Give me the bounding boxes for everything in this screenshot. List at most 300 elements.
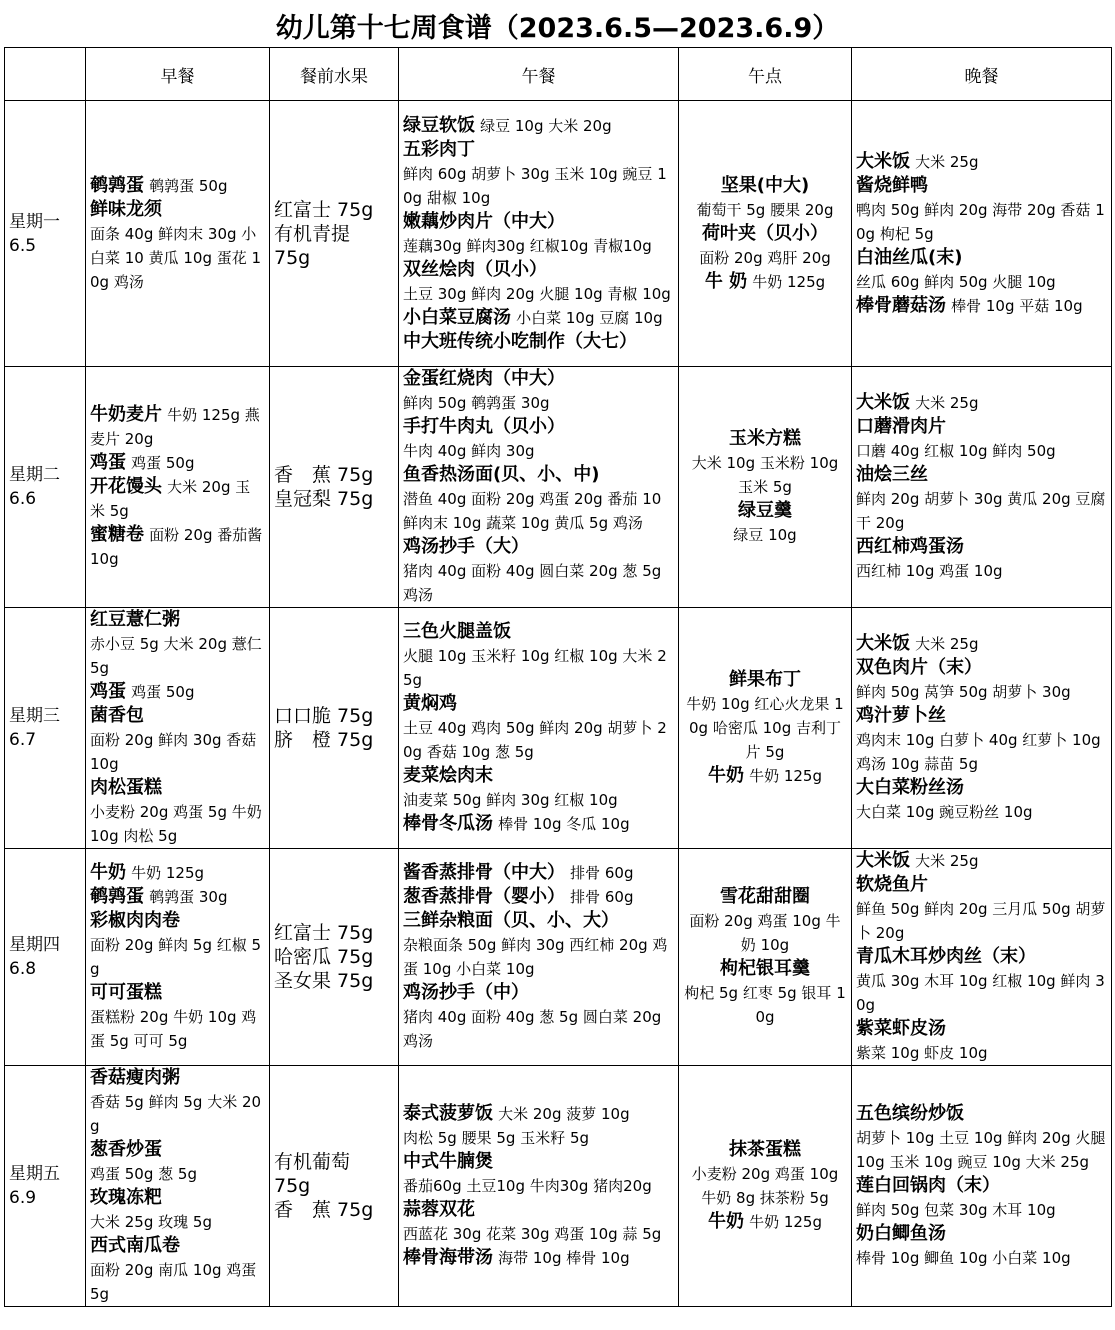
dish-name: 肉松蛋糕 bbox=[90, 777, 162, 798]
menu-line bbox=[403, 306, 674, 330]
dish-name: 鲜果布丁 bbox=[729, 669, 801, 690]
menu-line bbox=[403, 861, 674, 885]
header-row bbox=[5, 48, 1112, 101]
menu-line bbox=[683, 692, 847, 764]
menu-line bbox=[403, 644, 674, 692]
dish-name: 酱烧鲜鸭 bbox=[856, 174, 928, 196]
ingredients: 黄瓜 30g 木耳 10g 红椒 10g 鲜肉 30g bbox=[856, 972, 1105, 1014]
menu-line bbox=[403, 1005, 674, 1053]
menu-line bbox=[403, 162, 674, 210]
weekday-label: 星期二 bbox=[9, 465, 60, 485]
dinner-cell bbox=[852, 101, 1112, 367]
fruit-text: 红富士 75g 有机青提 75g bbox=[274, 198, 374, 269]
dish-name: 葱香炒蛋 bbox=[90, 1139, 162, 1160]
menu-line bbox=[683, 957, 847, 981]
menu-line bbox=[856, 1102, 1107, 1126]
menu-line bbox=[90, 909, 265, 933]
date-label: 6.8 bbox=[9, 959, 37, 979]
dish-name: 油烩三丝 bbox=[856, 464, 928, 485]
ingredients: 棒骨 10g 平菇 10g bbox=[951, 296, 1083, 315]
menu-line bbox=[90, 1090, 265, 1138]
dish-name: 牛 奶 bbox=[704, 270, 748, 292]
menu-line bbox=[683, 198, 847, 222]
ingredients: 枸杞 5g 红枣 5g 银耳 10g bbox=[684, 984, 846, 1026]
dish-name: 抹茶蛋糕 bbox=[729, 1139, 801, 1160]
header-lunch: 午餐 bbox=[399, 48, 679, 101]
date-label: 6.6 bbox=[9, 489, 37, 509]
ingredients: 海带 10g 棒骨 10g bbox=[498, 1249, 630, 1267]
ingredients: 大米 25g bbox=[915, 152, 979, 171]
ingredients: 鸭肉 50g 鲜肉 20g 海带 20g 香菇 10g 枸杞 5g bbox=[856, 200, 1105, 243]
ingredients: 牛奶 125g 燕麦片 20g bbox=[90, 406, 260, 448]
menu-line bbox=[856, 1198, 1107, 1222]
dish-name: 雪花甜甜圈 bbox=[720, 886, 810, 907]
breakfast-cell bbox=[86, 849, 270, 1066]
dish-name: 西式南瓜卷 bbox=[90, 1235, 180, 1256]
menu-line bbox=[90, 1066, 265, 1090]
ingredients: 绿豆 10g bbox=[733, 526, 797, 544]
ingredients: 口蘑 40g 红椒 10g 鲜肉 50g bbox=[856, 442, 1056, 460]
dish-name: 中式牛腩煲 bbox=[403, 1151, 493, 1172]
ingredients: 牛奶 125g bbox=[752, 272, 826, 291]
ingredients: 火腿 10g 玉米籽 10g 红椒 10g 大米 25g bbox=[403, 647, 667, 689]
menu-line bbox=[403, 1198, 674, 1222]
dish-name: 牛奶 bbox=[707, 1211, 744, 1232]
dish-name: 青瓜木耳炒肉丝（末） bbox=[856, 946, 1036, 967]
dish-name: 大米饭 bbox=[856, 633, 910, 654]
menu-line bbox=[90, 680, 265, 704]
menu-line bbox=[90, 933, 265, 981]
ingredients: 大米 25g bbox=[915, 635, 979, 653]
dish-name: 鸡汁萝卜丝 bbox=[856, 705, 946, 726]
menu-line bbox=[403, 909, 674, 933]
menu-line bbox=[856, 391, 1107, 415]
menu-line bbox=[856, 1017, 1107, 1041]
menu-line bbox=[856, 873, 1107, 897]
menu-line bbox=[403, 391, 674, 415]
menu-line bbox=[90, 981, 265, 1005]
menu-line bbox=[856, 776, 1107, 800]
dish-name: 彩椒肉肉卷 bbox=[90, 910, 180, 931]
menu-line bbox=[90, 1138, 265, 1162]
breakfast-cell bbox=[86, 367, 270, 608]
menu-line bbox=[683, 1210, 847, 1234]
menu-line bbox=[90, 1210, 265, 1234]
ingredients: 鸡蛋 50g bbox=[131, 454, 195, 472]
ingredients: 鸡肉末 10g 白萝卜 40g 红萝卜 10g 鸡汤 10g 蒜苗 5g bbox=[856, 731, 1101, 773]
ingredients: 面粉 20g 南瓜 10g 鸡蛋 5g bbox=[90, 1261, 257, 1303]
menu-line bbox=[683, 1138, 847, 1162]
menu-line bbox=[403, 812, 674, 836]
dish-name: 三色火腿盖饭 bbox=[403, 621, 511, 642]
dish-name: 玫瑰冻粑 bbox=[90, 1187, 162, 1208]
menu-line bbox=[90, 608, 265, 632]
dish-name: 鸡蛋 bbox=[90, 452, 126, 473]
menu-line bbox=[403, 415, 674, 439]
snack-cell bbox=[679, 101, 852, 367]
dish-name: 鸡蛋 bbox=[90, 681, 126, 702]
menu-line bbox=[90, 885, 265, 909]
menu-line bbox=[683, 246, 847, 270]
dinner-cell bbox=[852, 367, 1112, 608]
menu-line bbox=[403, 692, 674, 716]
menu-line bbox=[856, 632, 1107, 656]
ingredients: 鹌鹑蛋 50g bbox=[149, 176, 228, 195]
menu-line bbox=[856, 439, 1107, 463]
dish-name: 红豆薏仁粥 bbox=[90, 609, 180, 630]
dish-name: 棒骨海带汤 bbox=[403, 1247, 493, 1268]
menu-line bbox=[403, 885, 674, 909]
dish-name: 黄焖鸡 bbox=[403, 693, 457, 714]
menu-line bbox=[403, 114, 674, 138]
menu-line bbox=[403, 282, 674, 306]
menu-line bbox=[856, 849, 1107, 873]
menu-line bbox=[683, 909, 847, 957]
dish-name: 棒骨蘑菇汤 bbox=[856, 294, 946, 316]
ingredients: 排骨 60g bbox=[570, 888, 634, 906]
ingredients: 大米 25g 玫瑰 5g bbox=[90, 1213, 212, 1231]
menu-line bbox=[90, 1186, 265, 1210]
ingredients: 牛奶 125g bbox=[749, 767, 822, 785]
menu-line bbox=[90, 475, 265, 523]
menu-line bbox=[683, 222, 847, 246]
menu-line bbox=[90, 728, 265, 776]
lunch-cell bbox=[399, 1066, 679, 1307]
date-label: 6.9 bbox=[9, 1188, 37, 1208]
menu-line bbox=[90, 451, 265, 475]
menu-line bbox=[683, 523, 847, 547]
fruit-cell bbox=[270, 608, 399, 849]
menu-line bbox=[683, 174, 847, 198]
ingredients: 鲜肉 50g 鹌鹑蛋 30g bbox=[403, 394, 550, 412]
dish-name: 白油丝瓜(末) bbox=[856, 246, 963, 268]
ingredients: 鸡蛋 50g bbox=[131, 683, 195, 701]
ingredients: 小麦粉 20g 鸡蛋 5g 牛奶 10g 肉松 5g bbox=[90, 803, 262, 845]
menu-line bbox=[856, 945, 1107, 969]
menu-line bbox=[90, 1258, 265, 1306]
menu-line bbox=[403, 1102, 674, 1126]
ingredients: 大米 20g 玉米 5g bbox=[90, 478, 251, 520]
ingredients: 棒骨 10g 冬瓜 10g bbox=[498, 815, 630, 833]
dish-name: 枸杞银耳羹 bbox=[720, 958, 810, 979]
weekday-label: 星期三 bbox=[9, 706, 60, 726]
fruit-cell bbox=[270, 849, 399, 1066]
snack-cell bbox=[679, 849, 852, 1066]
ingredients: 鲜肉 50g 莴笋 50g 胡萝卜 30g bbox=[856, 683, 1071, 701]
ingredients: 猪肉 40g 面粉 40g 葱 5g 圆白菜 20g 鸡汤 bbox=[403, 1008, 662, 1050]
ingredients: 大白菜 10g 豌豆粉丝 10g bbox=[856, 803, 1033, 821]
dish-name: 泰式菠萝饭 bbox=[403, 1103, 493, 1124]
dish-name: 鸡汤抄手（大） bbox=[403, 536, 529, 557]
dish-name: 荷叶夹（贝小） bbox=[702, 222, 828, 244]
dish-name: 鱼香热汤面(贝、小、中) bbox=[403, 464, 600, 485]
day-row bbox=[5, 1066, 1112, 1307]
ingredients: 面粉 20g 鲜肉 30g 香菇 10g bbox=[90, 731, 257, 773]
menu-line bbox=[856, 656, 1107, 680]
page-title: 幼儿第十七周食谱（2023.6.5—2023.6.9） bbox=[275, 13, 840, 44]
date-label: 6.7 bbox=[9, 730, 37, 750]
header-breakfast: 早餐 bbox=[86, 48, 270, 101]
menu-line bbox=[403, 788, 674, 812]
weekday-label: 星期一 bbox=[9, 211, 60, 232]
menu-line bbox=[403, 535, 674, 559]
menu-line bbox=[856, 559, 1107, 583]
menu-line bbox=[403, 463, 674, 487]
ingredients: 牛奶 10g 红心火龙果 10g 哈密瓜 10g 吉利丁片 5g bbox=[686, 695, 844, 761]
ingredients: 绿豆 10g 大米 20g bbox=[480, 116, 612, 135]
menu-line bbox=[856, 704, 1107, 728]
ingredients: 牛奶 125g bbox=[131, 864, 205, 882]
day-row bbox=[5, 608, 1112, 849]
fruit-text: 香 蕉 75g 皇冠梨 75g bbox=[274, 464, 374, 510]
ingredients: 大米 25g bbox=[915, 852, 979, 870]
ingredients: 鲜肉 50g 包菜 30g 木耳 10g bbox=[856, 1201, 1056, 1219]
ingredients: 鲜肉 60g 胡萝卜 30g 玉米 10g 豌豆 10g 甜椒 10g bbox=[403, 164, 667, 207]
header-snack: 午点 bbox=[679, 48, 852, 101]
dish-name: 大米饭 bbox=[856, 850, 910, 871]
ingredients: 葡萄干 5g 腰果 20g bbox=[696, 200, 834, 219]
dish-name: 鹌鹑蛋 bbox=[90, 886, 144, 907]
dish-name: 可可蛋糕 bbox=[90, 982, 162, 1003]
dish-name: 棒骨冬瓜汤 bbox=[403, 813, 493, 834]
dish-name: 口蘑滑肉片 bbox=[856, 416, 946, 437]
day-row bbox=[5, 101, 1112, 367]
menu-line bbox=[856, 198, 1107, 246]
day-cell bbox=[5, 1066, 86, 1307]
ingredients: 猪肉 40g 面粉 40g 圆白菜 20g 葱 5g 鸡汤 bbox=[403, 562, 662, 604]
dish-name: 牛奶麦片 bbox=[90, 404, 162, 425]
menu-line bbox=[856, 728, 1107, 776]
menu-line bbox=[856, 270, 1107, 294]
dish-name: 西红柿鸡蛋汤 bbox=[856, 536, 964, 557]
menu-line bbox=[856, 1126, 1107, 1174]
fruit-cell bbox=[270, 101, 399, 367]
ingredients: 土豆 40g 鸡肉 50g 鲜肉 20g 胡萝卜 20g 香菇 10g 葱 5g bbox=[403, 719, 667, 761]
ingredients: 油麦菜 50g 鲜肉 30g 红椒 10g bbox=[403, 791, 618, 809]
day-cell bbox=[5, 101, 86, 367]
ingredients: 小白菜 10g 豆腐 10g bbox=[516, 308, 663, 327]
fruit-cell bbox=[270, 367, 399, 608]
menu-line bbox=[403, 258, 674, 282]
ingredients: 土豆 30g 鲜肉 20g 火腿 10g 青椒 10g bbox=[403, 284, 671, 303]
weekday-label: 星期四 bbox=[9, 935, 60, 955]
dish-name: 大米饭 bbox=[856, 392, 910, 413]
menu-line bbox=[90, 222, 265, 294]
weekday-label: 星期五 bbox=[9, 1164, 60, 1184]
menu-line bbox=[683, 885, 847, 909]
ingredients: 面粉 20g 鸡肝 20g bbox=[699, 248, 831, 267]
lunch-cell bbox=[399, 608, 679, 849]
dish-name: 玉米方糕 bbox=[729, 428, 801, 449]
dish-name: 鸡汤抄手（中） bbox=[403, 982, 529, 1003]
ingredients: 潜鱼 40g 面粉 20g 鸡蛋 20g 番茄 10 鲜肉末 10g 蔬菜 10g 黄瓜 5g 鸡汤 bbox=[403, 490, 662, 532]
menu-line bbox=[683, 499, 847, 523]
dish-name: 双色肉片（末） bbox=[856, 657, 982, 678]
dish-name: 软烧鱼片 bbox=[856, 874, 928, 895]
dish-name: 蒜蓉双花 bbox=[403, 1199, 475, 1220]
menu-line bbox=[856, 969, 1107, 1017]
ingredients: 赤小豆 5g 大米 20g 薏仁 5g bbox=[90, 635, 262, 677]
ingredients: 鲜肉 20g 胡萝卜 30g 黄瓜 20g 豆腐干 20g bbox=[856, 490, 1106, 532]
day-cell bbox=[5, 367, 86, 608]
lunch-cell bbox=[399, 367, 679, 608]
ingredients: 大米 20g 菠萝 10g bbox=[498, 1105, 630, 1123]
ingredients: 杂粮面条 50g 鲜肉 30g 西红柿 20g 鸡蛋 10g 小白菜 10g bbox=[403, 936, 668, 978]
menu-line bbox=[683, 981, 847, 1029]
menu-line bbox=[403, 1126, 674, 1150]
menu-line bbox=[856, 246, 1107, 270]
ingredients: 紫菜 10g 虾皮 10g bbox=[856, 1044, 988, 1062]
menu-line bbox=[90, 174, 265, 198]
menu-line bbox=[403, 330, 674, 354]
dish-name: 三鲜杂粮面（贝、小、大） bbox=[403, 910, 619, 931]
dish-name: 奶白鲫鱼汤 bbox=[856, 1223, 946, 1244]
ingredients: 蛋糕粉 20g 牛奶 10g 鸡蛋 5g 可可 5g bbox=[90, 1008, 257, 1050]
menu-line bbox=[683, 270, 847, 294]
day-row bbox=[5, 849, 1112, 1066]
dish-name: 大白菜粉丝汤 bbox=[856, 777, 964, 798]
menu-line bbox=[90, 1234, 265, 1258]
dish-name: 牛奶 bbox=[707, 765, 744, 786]
header-corner bbox=[5, 48, 86, 101]
dinner-cell bbox=[852, 608, 1112, 849]
ingredients: 番茄60g 土豆10g 牛肉30g 猪肉20g bbox=[403, 1177, 652, 1195]
breakfast-cell bbox=[86, 101, 270, 367]
menu-line bbox=[403, 1174, 674, 1198]
dish-name: 绿豆软饭 bbox=[403, 114, 475, 136]
dish-name: 大米饭 bbox=[856, 150, 910, 172]
menu-line bbox=[683, 451, 847, 499]
dish-name: 手打牛肉丸（贝小） bbox=[403, 416, 565, 437]
menu-line bbox=[403, 210, 674, 234]
menu-table bbox=[4, 47, 1112, 1307]
ingredients: 鲜鱼 50g 鲜肉 20g 三月瓜 50g 胡萝卜 20g bbox=[856, 900, 1106, 942]
menu-line bbox=[683, 764, 847, 788]
dish-name: 坚果(中大) bbox=[720, 174, 810, 196]
dish-name: 紫菜虾皮汤 bbox=[856, 1018, 946, 1039]
breakfast-cell bbox=[86, 608, 270, 849]
menu-line bbox=[856, 680, 1107, 704]
dish-name: 鲜味龙须 bbox=[90, 198, 162, 220]
dinner-cell bbox=[852, 849, 1112, 1066]
dish-name: 蜜糖卷 bbox=[90, 524, 144, 545]
header-dinner: 晚餐 bbox=[852, 48, 1112, 101]
menu-line bbox=[856, 1246, 1107, 1270]
ingredients: 排骨 60g bbox=[570, 864, 634, 882]
menu-line bbox=[403, 234, 674, 258]
date-label: 6.5 bbox=[9, 235, 37, 256]
menu-line bbox=[90, 776, 265, 800]
menu-line bbox=[90, 632, 265, 680]
menu-line bbox=[403, 1222, 674, 1246]
ingredients: 大米 10g 玉米粉 10g 玉米 5g bbox=[691, 454, 839, 496]
breakfast-cell bbox=[86, 1066, 270, 1307]
ingredients: 小麦粉 20g 鸡蛋 10g 牛奶 8g 抹茶粉 5g bbox=[691, 1165, 839, 1207]
dish-name: 五彩肉丁 bbox=[403, 138, 475, 160]
menu-line bbox=[683, 1162, 847, 1210]
menu-line bbox=[90, 1005, 265, 1053]
menu-line bbox=[90, 198, 265, 222]
ingredients: 面粉 20g 鲜肉 5g 红椒 5g bbox=[90, 936, 262, 978]
menu-line bbox=[403, 981, 674, 1005]
menu-line bbox=[856, 463, 1107, 487]
ingredients: 面粉 20g 番茄酱 10g bbox=[90, 526, 263, 568]
lunch-cell bbox=[399, 101, 679, 367]
ingredients: 西红柿 10g 鸡蛋 10g bbox=[856, 562, 1003, 580]
dish-name: 葱香蒸排骨（婴小） bbox=[403, 886, 565, 907]
ingredients: 莲藕30g 鲜肉30g 红椒10g 青椒10g bbox=[403, 236, 652, 255]
dish-name: 菌香包 bbox=[90, 705, 144, 726]
ingredients: 西蓝花 30g 花菜 30g 鸡蛋 10g 蒜 5g bbox=[403, 1225, 662, 1243]
dish-name: 小白菜豆腐汤 bbox=[403, 306, 511, 328]
menu-line bbox=[403, 933, 674, 981]
dish-name: 绿豆羹 bbox=[738, 500, 792, 521]
day-cell bbox=[5, 849, 86, 1066]
ingredients: 肉松 5g 腰果 5g 玉米籽 5g bbox=[403, 1129, 590, 1147]
menu-line bbox=[856, 800, 1107, 824]
snack-cell bbox=[679, 608, 852, 849]
dish-name: 中大班传统小吃制作（大七） bbox=[403, 330, 637, 352]
menu-line bbox=[856, 174, 1107, 198]
menu-line bbox=[90, 523, 265, 571]
dinner-cell bbox=[852, 1066, 1112, 1307]
menu-line bbox=[90, 1162, 265, 1186]
fruit-text: 红富士 75g 哈密瓜 75g 圣女果 75g bbox=[274, 922, 374, 992]
menu-line bbox=[683, 668, 847, 692]
dish-name: 嫩藕炒肉片（中大） bbox=[403, 210, 565, 232]
menu-line bbox=[403, 620, 674, 644]
menu-line bbox=[403, 439, 674, 463]
menu-line bbox=[90, 861, 265, 885]
day-cell bbox=[5, 608, 86, 849]
dish-name: 香菇瘦肉粥 bbox=[90, 1067, 180, 1088]
menu-line bbox=[856, 487, 1107, 535]
dish-name: 牛奶 bbox=[90, 862, 126, 883]
dish-name: 开花馒头 bbox=[90, 476, 162, 497]
ingredients: 大米 25g bbox=[915, 394, 979, 412]
ingredients: 胡萝卜 10g 土豆 10g 鲜肉 20g 火腿 10g 玉米 10g 豌豆 10g 大米 25g bbox=[856, 1129, 1106, 1171]
menu-line bbox=[856, 415, 1107, 439]
menu-line bbox=[856, 1222, 1107, 1246]
ingredients: 牛肉 40g 鲜肉 30g bbox=[403, 442, 535, 460]
menu-line bbox=[856, 897, 1107, 945]
header-fruit: 餐前水果 bbox=[270, 48, 399, 101]
menu-line bbox=[856, 150, 1107, 174]
menu-line bbox=[403, 716, 674, 764]
fruit-text: 有机葡萄 75g 香 蕉 75g bbox=[274, 1151, 374, 1221]
menu-line bbox=[90, 704, 265, 728]
menu-line bbox=[403, 559, 674, 607]
menu-line bbox=[90, 800, 265, 848]
ingredients: 面条 40g 鲜肉末 30g 小白菜 10 黄瓜 10g 蛋花 10g 鸡汤 bbox=[90, 224, 262, 291]
ingredients: 鹌鹑蛋 30g bbox=[149, 888, 228, 906]
dish-name: 金蛋红烧肉（中大） bbox=[403, 368, 565, 389]
menu-line bbox=[403, 138, 674, 162]
ingredients: 丝瓜 60g 鲜肉 50g 火腿 10g bbox=[856, 272, 1056, 291]
menu-line bbox=[856, 535, 1107, 559]
menu-line bbox=[856, 1174, 1107, 1198]
ingredients: 面粉 20g 鸡蛋 10g 牛奶 10g bbox=[689, 912, 841, 954]
ingredients: 鸡蛋 50g 葱 5g bbox=[90, 1165, 197, 1183]
menu-line bbox=[403, 1246, 674, 1270]
dish-name: 鹌鹑蛋 bbox=[90, 174, 144, 196]
menu-line bbox=[683, 427, 847, 451]
menu-line bbox=[403, 1150, 674, 1174]
menu-line bbox=[856, 294, 1107, 318]
fruit-text: 口口脆 75g 脐 橙 75g bbox=[274, 705, 374, 751]
ingredients: 香菇 5g 鲜肉 5g 大米 20g bbox=[90, 1093, 262, 1135]
dish-name: 双丝烩肉（贝小） bbox=[403, 258, 547, 280]
